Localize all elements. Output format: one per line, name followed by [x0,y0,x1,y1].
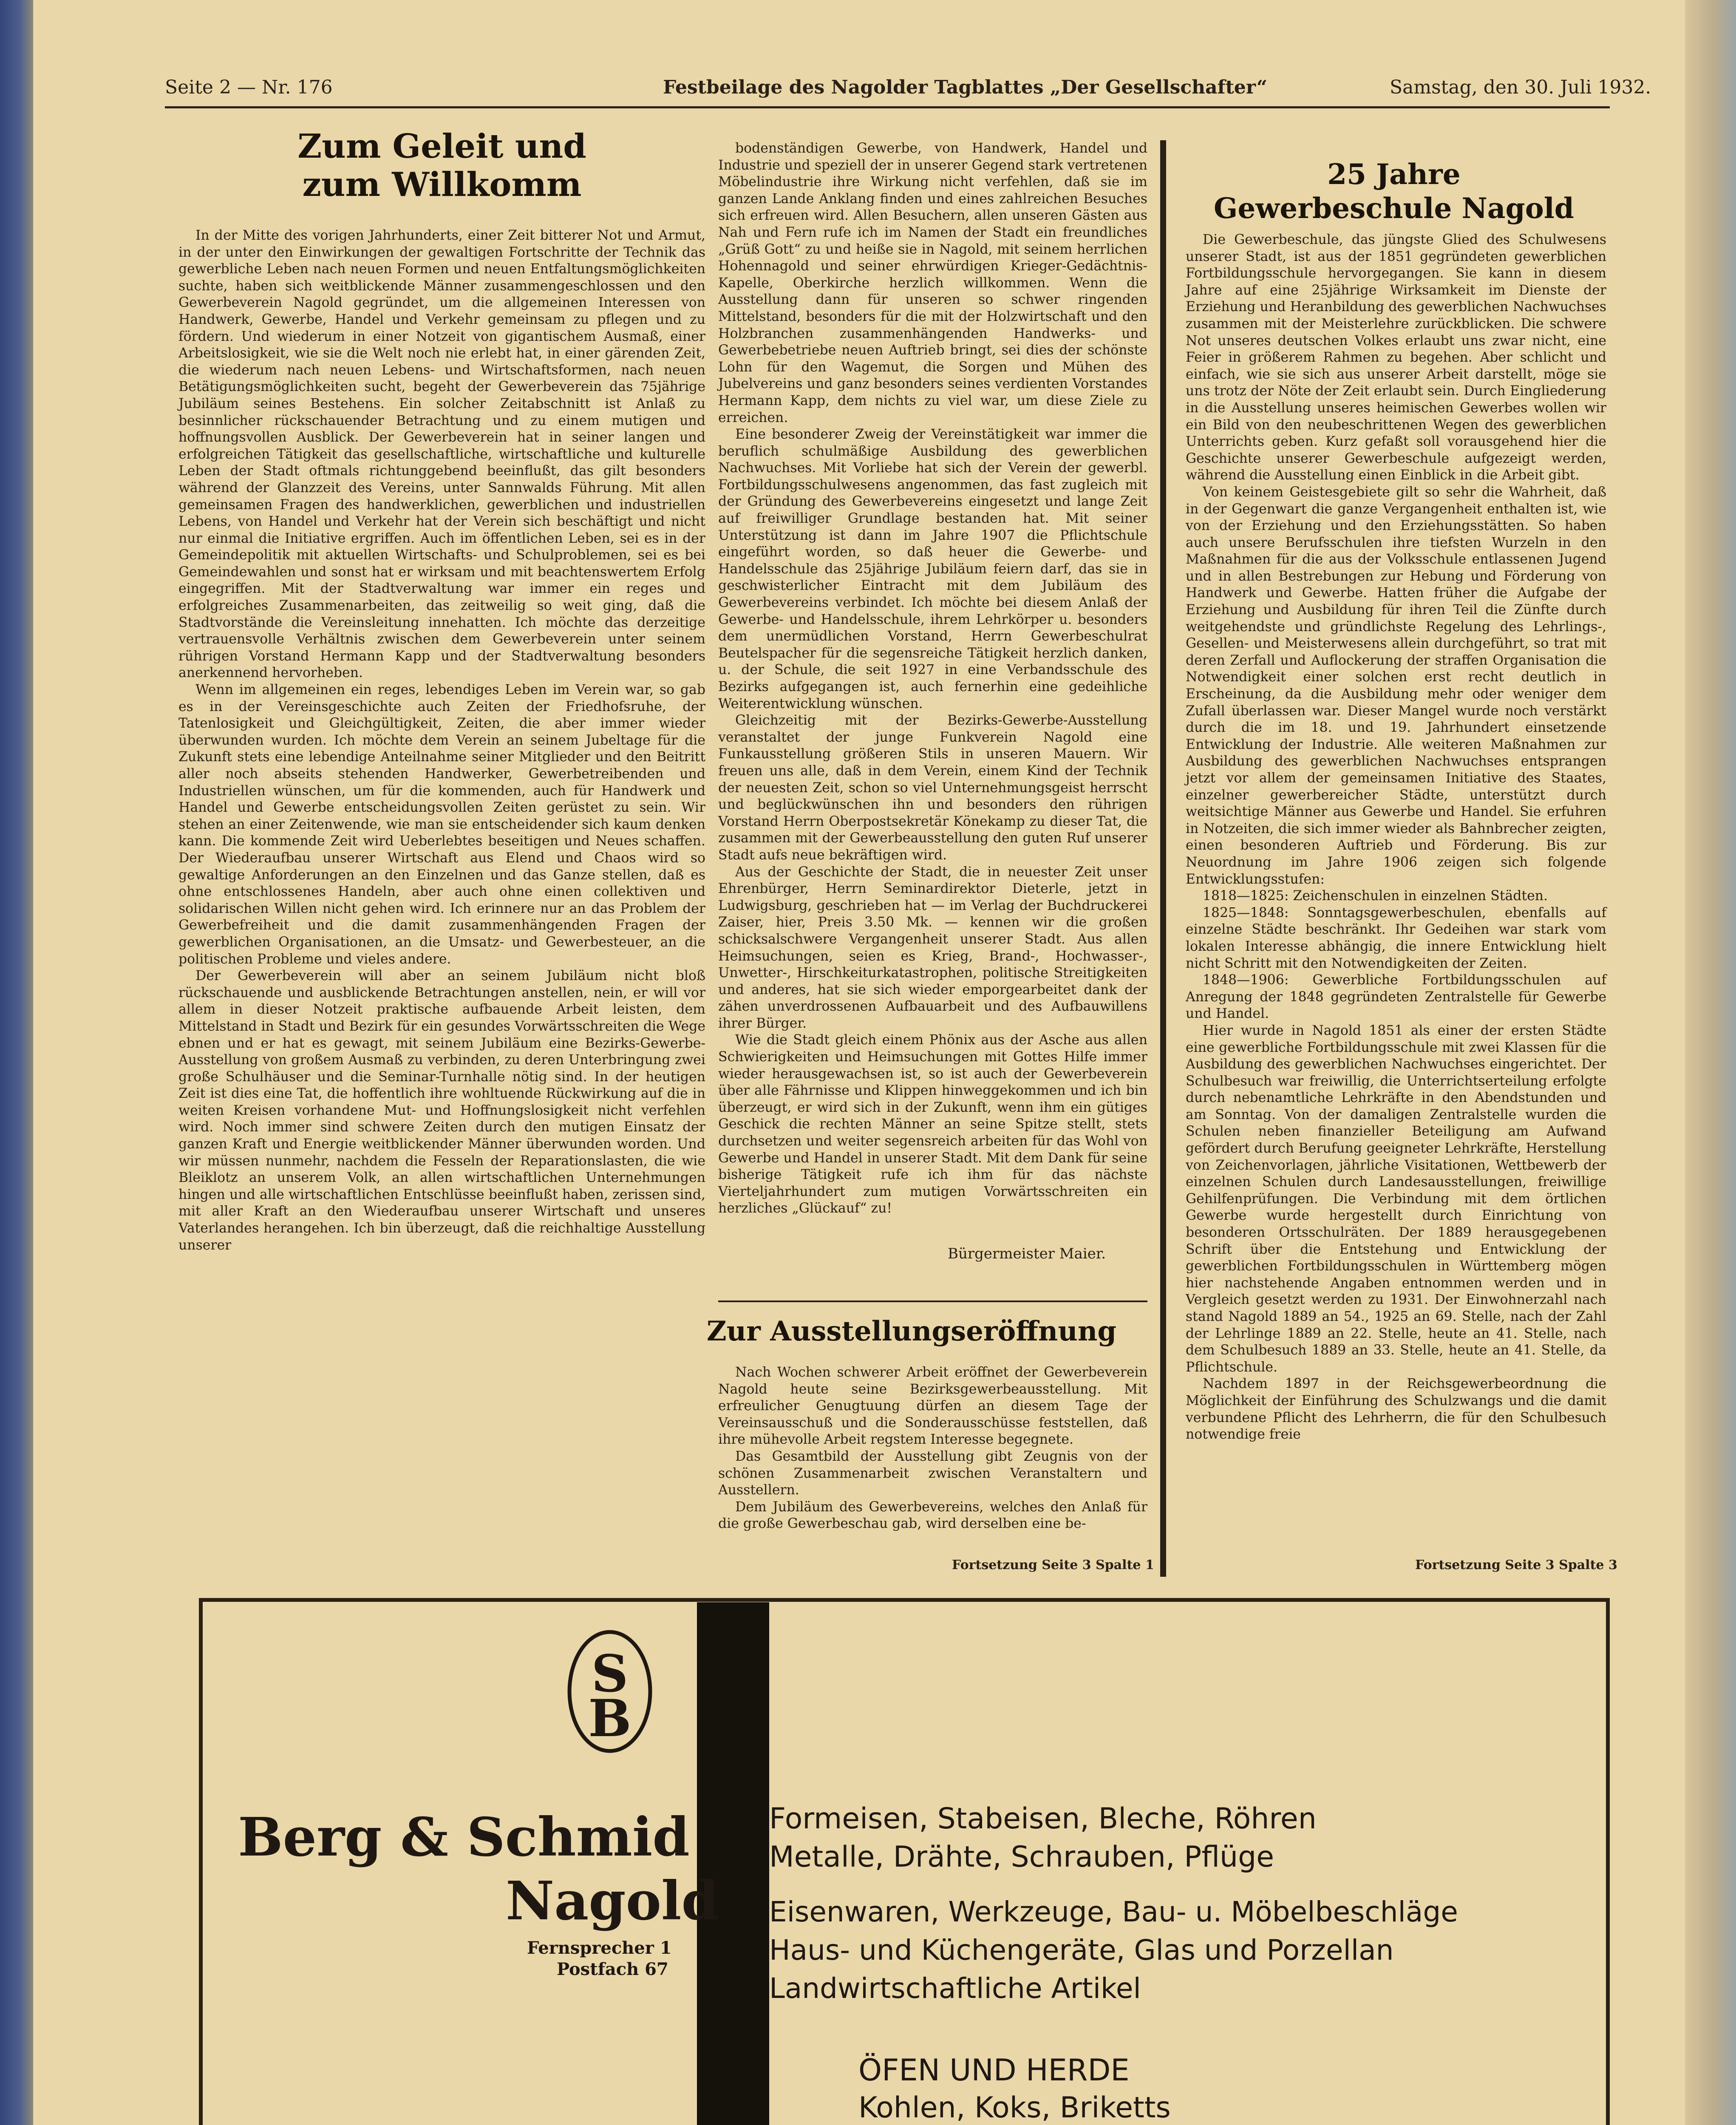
header-rule [165,106,1610,108]
article-title-ausstellung: Zur Ausstellungseröffnung [706,1315,1117,1347]
paragraph: Wenn im allgemeinen ein reges, lebendiges Leben im Verein war, so gab es in der Vereinsgeschichte auch Zeiten der Friedhofsruhe, der Tatenlosigkeit und Gleichgültigkeit, Zeiten, die aber immer wieder überwunden wurden. Ich möchte dem Verein an seinem Jubeltage für die Zukunft stets eine lebendige Anteilnahme seiner Mitglieder und den Beitritt aller noch abseits stehenden Handwerker, Gewerbetreibenden und Industriellen wünschen, um für die kommenden, auch für Handwerk und Handel und Gewerbe entscheidungsvollen Zeiten gerüstet zu sein. Wir stehen an einer Zeitenwende, wie man sie entscheidender sich kaum denken kann. Die kommende Zeit wird Ueberlebtes beseitigen und Neues schaffen. Der Wiederaufbau unserer Wirtschaft aus Elend und Chaos wird so gewaltige Anforderungen an den Einzelnen und das Ganze stellen, daß es ohne entschlossenes Handeln, aber auch ohne einen collektiven und solidarischen Willen nicht gehen wird. Ich erinnere nur an das Problem der Gewerbefreiheit und die damit zusammenhängenden Fragen der gewerblichen Organisationen, an die Umsatz- und Gewerbesteuer, an die politischen Probleme und vieles andere. [178,682,705,967]
issue-date: Samstag, den 30. Juli 1932. [1390,76,1651,98]
paragraph: Hier wurde in Nagold 1851 als einer der ersten Städte eine gewerbliche Fortbildungsschule mit zwei Klassen für die Ausbildung des gewerblichen Nachwuchses eingerichtet. Der Schulbesuch war freiwillig, die Unterrichtserteilung erfolgte durch nebenamtliche Lehrkräfte in den Abendstunden und am Sonntag. Von der damaligen Zentralstelle wurden die Schulen neben finanzieller Beteiligung am Aufwand gefördert durch Berufung geeigneter Lehrkräfte, Herstellung von Zeichenvorlagen, jährliche Visitationen, Wettbewerb der einzelnen Schulen durch Landesausstellungen, freiwillige Gehilfenprüfungen. Die Verbindung mit dem örtlichen Gewerbe wurde hergestellt durch Einrichtung von besonderen Ortsschulräten. Der 1889 herausgegebenen Schrift über die Entstehung und Entwicklung der gewerblichen Fortbildungsschulen in Württemberg mögen hier nachstehende Angaben entnommen werden und in Vergleich gesetzt werden zu 1931. Der Einwohnerzahl nach stand Nagold 1889 an 54., 1925 an 69. Stelle, nach der Zahl der Lehrlinge 1889 an 22. Stelle, heute an 41. Stelle, nach dem Schulbesuch 1889 an 33. Stelle, heute an 41. Stelle, da Pflichtschule. [1186,1023,1606,1375]
product-line: Eisenwaren, Werkzeuge, Bau- u. Möbelbeschläge [769,1896,1458,1928]
title-line: Gewerbeschule Nagold [1214,192,1574,225]
product-line: ÖFEN UND HERDE [858,2053,1130,2088]
paragraph: Aus der Geschichte der Stadt, die in neuester Zeit unser Ehrenbürger, Herrn Seminardirektor Dieterle, jetzt in Ludwigsburg, geschrieben hat — im Verlag der Buchdruckerei Zaiser, hier, Preis 3.50 Mk. — kennen wir die großen schicksalschwere Vergangenheit unserer Stadt. Aus allen Heimsuchungen, seien es Krieg, Brand-, Hochwasser-, Unwetter-, Hirschkeiturkatastrophen, politische Streitigkeiten und anderes, hat sie sich wieder emporgearbeitet dank der zähen unverdrossenen Aufbauarbeit und des Aufbauwillens ihrer Bürger. [718,864,1147,1031]
product-line: Haus- und Küchengeräte, Glas und Porzellan [769,1934,1394,1966]
article-title-geleit [178,128,705,204]
column-rule [718,1300,1147,1302]
paragraph: Eine besonderer Zweig der Vereinstätigkeit war immer die beruflich schulmäßige Ausbildung des gewerblichen Nachwuchses. Mit Vorliebe hat sich der Verein der gewerbl. Fortbildungsschulwesens angenommen, das fast zugleich mit der Gründung des Gewerbevereins eingesetzt und lange Zeit auf freiwilliger Grundlage bestanden hat. Mit seiner Unterstützung ist dann im Jahre 1907 die Pflichtschule eingeführt worden, so daß heuer die Gewerbe- und Handelsschule das 25jährige Jubiläum feiern darf, das sie in geschwisterlicher Eintracht mit dem Jubiläum des Gewerbevereins verbindet. Ich möchte bei diesem Anlaß der Gewerbe- und Handelsschule, ihrem Lehrkörper u. besonders dem unermüdlichen Vorstand, Herrn Gewerbeschulrat Beutelspacher für die segensreiche Tätigkeit herzlich danken, u. der Schule, die seit 1927 in eine Verbandsschule des Bezirks aufgegangen ist, auch fernerhin eine gedeihliche Weiterentwicklung wünschen. [718,427,1147,711]
company-logo [565,1628,654,1755]
continuation-note: Fortsetzung Seite 3 Spalte 3 [1415,1558,1617,1572]
title-line: zum Willkomm [302,165,582,204]
paragraph: Nachdem 1897 in der Reichsgewerbeordnung die Möglichkeit der Einführung des Schulzwangs und die damit verbundene Pflicht des Lehrherrn, die für den Schulbesuch notwendige freie [1186,1376,1606,1442]
paragraph: 1848—1906: Gewerbliche Fortbildungsschulen auf Anregung der 1848 gegründeten Zentralstelle für Gewerbe und Handel. [1186,972,1606,1022]
paragraph: Die Gewerbeschule, das jüngste Glied des Schulwesens unserer Stadt, ist aus der 1851 gegründeten gewerblichen Fortbildungsschule hervorgegangen. Sie kann in diesem Jahre auf eine 25jährige Wirksamkeit im Dienste der Erziehung und Heranbildung des gewerblichen Nachwuchses zusammen mit der Meisterlehre zurückblicken. Die schwere Not unseres deutschen Volkes erlaubt uns zwar nicht, eine Feier in größerem Rahmen zu begehen. Aber schlicht und einfach, wie sie sich aus unserer Arbeit darstellt, möge sie uns trotz der Nöte der Zeit erlaubt sein. Durch Eingliederung in die Ausstellung unseres heimischen Gewerbes wollen wir ein Bild von den neubeschrittenen Wegen des gewerblichen Unterrichts geben. Kurz gefaßt soll vorausgehend hier die Geschichte unserer Gewerbeschule aufgezeigt werden, während die Ausstellung einen Einblick in die Arbeit gibt. [1186,232,1606,483]
supplement-title: Festbeilage des Nagolder Tagblattes „Der Gesellschafter“ [663,76,1268,98]
article-column-1 [178,227,705,1583]
product-line: Kohlen, Koks, Briketts [858,2091,1171,2125]
company-name: Berg & Schmid [238,1806,690,1868]
title-line: 25 Jahre [1327,158,1461,191]
article-column-3 [718,1364,1147,1551]
logo-letter-s: S [591,1644,629,1704]
binding-spine [0,0,33,2125]
paragraph: 1818—1825: Zeichenschulen in einzelnen Städten. [1203,888,1548,904]
po-box-line: Postfach 67 [557,1959,668,1979]
paragraph: Das Gesamtbild der Ausstellung gibt Zeugnis von der schönen Zusammenarbeit zwischen Veranstaltern und Ausstellern. [718,1448,1147,1498]
article-title-gewerbeschule [1181,157,1606,225]
paragraph: Gleichzeitig mit der Bezirks-Gewerbe-Ausstellung veranstaltet der junge Funkverein Nagold eine Funkausstellung größeren Stils in unseren Mauern. Wir freuen uns alle, daß in dem Verein, einem Kind der Technik der neuesten Zeit, schon so viel Unternehmungsgeist herrscht und beglückwünschen ihn und besonders den rührigen Vorstand Herrn Oberpostsekretär Könekamp zu dieser Tat, die zusammen mit der Gewerbeausstellung den guten Ruf unserer Stadt aufs neue bekräftigen wird. [718,713,1147,863]
logo-letter-b: B [588,1689,632,1748]
column-divider [1160,140,1166,1577]
continuation-note: Fortsetzung Seite 3 Spalte 1 [952,1558,1154,1572]
article-signature: Bürgermeister Maier. [948,1245,1106,1262]
article-column-4 [1186,232,1606,1553]
advertisement-black-bar [697,1602,769,2125]
phone-line: Fernsprecher 1 [527,1938,672,1958]
paragraph: Von keinem Geistesgebiete gilt so sehr die Wahrheit, daß in der Gegenwart die ganze Vergangenheit enthalten ist, wie von der Erziehung und den Erziehungsstätten. So haben auch unsere Berufsschulen ihre tiefsten Wurzeln in den Maßnahmen für die aus der Volksschule entlassenen Jugend und in allen Bestrebungen zur Hebung und Förderung von Handwerk und Gewerbe. Hatten früher die Aufgabe der Erziehung und Ausbildung für ihren Teil die Zünfte durch weitgehendste und gründlichste Regelung des Lehrlings-, Gesellen- und Meisterwesens allein durchgeführt, so trat mit deren Zerfall und Auflockerung der straffen Organisation die Notwendigkeit einer solchen erst recht deutlich in Erscheinung, da die Ausbildung mehr oder weniger dem Zufall überlassen war. Dieser Mangel wurde noch verstärkt durch die im 18. und 19. Jahrhundert einsetzende Entwicklung der Industrie. Alle weiteren Maßnahmen zur Ausbildung des gewerblichen Nachwuchses entsprangen jetzt vor allem der gemeinsamen Initiative des Staates, einzelner gewerbereicher Städte, unterstützt durch weitsichtige Männer aus Gewerbe und Handel. Sie erfuhren in Notzeiten, die sich immer wieder als Bahnbrecher zeigten, einen besonderen Auftrieb und Förderung. Bis zur Neuordnung im Jahre 1906 zeigen sich folgende Entwicklungsstufen: [1186,484,1606,887]
paragraph: Nach Wochen schwerer Arbeit eröffnet der Gewerbeverein Nagold heute seine Bezirksgewerbeausstellung. Mit erfreulicher Genugtuung dürfen an diesem Tage der Vereinsausschuß und die Sonderausschüsse feststellen, daß ihre mühevolle Arbeit regstem Interesse begegnete. [718,1365,1147,1448]
product-line: Formeisen, Stabeisen, Bleche, Röhren [769,1802,1317,1836]
page-number: Seite 2 — Nr. 176 [165,76,333,98]
paragraph: Der Gewerbeverein will aber an seinem Jubiläum nicht bloß rückschauende und ausblickende Betrachtungen anstellen, nein, er will vor allem in dieser Notzeit praktische aufbauende Arbeit leisten, dem Mittelstand in Stadt und Bezirk für ein gesundes Vorwärtsschreiten die Wege ebnen und er hat es gewagt, mit seinem Jubiläum eine Bezirks-Gewerbe-Ausstellung von großem Ausmaß zu verbinden, zu deren Unterbringung zwei große Schulhäuser und die Seminar-Turnhalle nötig sind. In der heutigen Zeit ist dies eine Tat, die hoffentlich ihre wohltuende Rückwirkung auf die in weiten Kreisen vorhandene Mut- und Hoffnungslosigkeit nicht verfehlen wird. Noch immer sind schwere Zeiten durch den mutigen Einsatz der ganzen Kraft und Energie weitblickender Männer überwunden worden. Und wir müssen nunmehr, nachdem die Fesseln der Reparationslasten, die wie Bleiklotz an unserem Volk, an allen wirtschaftlichen Unternehmungen hingen und alle wirtschaftlichen Entschlüsse beeinflußt haben, zerissen sind, mit aller Kraft an den Wiederaufbau unserer Wirtschaft und unseres Vaterlandes herangehen. Ich bin überzeugt, daß die reichhaltige Ausstellung unserer [178,968,705,1253]
company-town: Nagold [506,1870,719,1932]
product-line: Landwirtschaftliche Artikel [769,1972,1141,2005]
paragraph: Dem Jubiläum des Gewerbevereins, welches den Anlaß für die große Gewerbeschau gab, wird derselben eine be- [718,1499,1147,1532]
product-line: Metalle, Drähte, Schrauben, Pflüge [769,1840,1274,1874]
article-column-2 [718,140,1147,1254]
paragraph: bodenständigen Gewerbe, von Handwerk, Handel und Industrie und speziell der in unserer Gegend stark vertretenen Möbelindustrie ihre Wirkung nicht verfehlen, daß sie im ganzen Lande Anklang finden und eines zahlreichen Besuches sich erfreuen wird. Allen Besuchern, allen unseren Gästen aus Nah und Fern rufe ich im Namen der Stadt ein freundliches „Grüß Gott“ zu und heiße sie in Nagold, mit seinem herrlichen Hohennagold und seiner ehrwürdigen Krieger-Gedächtnis-Kapelle, Oberkirche herzlich willkommen. Wenn die Ausstellung dann für unseren so schwer ringenden Mittelstand, besonders für die mit der Holzwirtschaft und den Holzbranchen zusammenhängenden Handwerks- und Gewerbebetriebe neuen Auftrieb bringt, sei dies der schönste Lohn für den Wagemut, die Sorgen und Mühen des Jubelvereins und ganz besonders seines verdienten Vorstandes Hermann Kapp, dem nichts zu viel war, um diese Ziele zu erreichen. [718,141,1147,425]
page-edge [1685,0,1736,2125]
title-line: Zum Geleit und [297,127,586,166]
paragraph: 1825—1848: Sonntagsgewerbeschulen, ebenfalls auf einzelne Städte beschränkt. Ihr Gedeihen war stark vom lokalen Interesse abhängig, die innere Entwicklung hielt nicht Schritt mit den Notwendigkeiten der Zeiten. [1186,905,1606,971]
paragraph: Wie die Stadt gleich einem Phönix aus der Asche aus allen Schwierigkeiten und Heimsuchungen mit Gottes Hilfe immer wieder herausgewachsen ist, so ist auch der Gewerbeverein über alle Fährnisse und Klippen hinweggekommen und ich bin überzeugt, er wird sich in der Zukunft, wenn ihm ein gütiges Geschick die rechten Männer an seine Spitze stellt, stets durchsetzen und weiter segensreich arbeiten für das Wohl von Gewerbe und Handel in unserer Stadt. Mit dem Dank für seine bisherige Tätigkeit rufe ich ihm für das nächste Vierteljahrhundert zum mutigen Vorwärtsschreiten ein herzliches „Glückauf“ zu! [718,1032,1147,1216]
paragraph: In der Mitte des vorigen Jahrhunderts, einer Zeit bitterer Not und Armut, in der unter den Einwirkungen der gewaltigen Fortschritte der Technik das gewerbliche Leben nach neuen Formen und neuen Entfaltungsmöglichkeiten suchte, haben sich weitblickende Männer zusammengeschlossen und den Gewerbeverein Nagold gegründet, um die allgemeinen Interessen von Handwerk, Gewerbe, Handel und Verkehr gemeinsam zu pflegen und zu fördern. Und wiederum in einer Notzeit von gigantischem Ausmaß, einer Arbeitslosigkeit, wie sie die Welt noch nie erlebt hat, in einer gärenden Zeit, die wiederum nach neuen Lebens- und Wirtschaftsformen, nach neuen Betätigungsmöglichkeiten sucht, begeht der Gewerbeverein das 75jährige Jubiläum seines Bestehens. Ein solcher Zeitabschnitt ist Anlaß zu besinnlicher rückschauender Betrachtung und zu einem mutigen und hoffnungsvollen Ausblick. Der Gewerbeverein hat in seiner langen und erfolgreichen Tätigkeit das gesellschaftliche, wirtschaftliche und kulturelle Leben der Stadt oftmals richtunggebend beeinflußt, das gilt besonders während der Glanzzeit des Vereins, unter Sannwalds Führung. Mit allen gemeinsamen Fragen des handwerklichen, gewerblichen und industriellen Lebens, von Handel und Verkehr hat der Verein sich beschäftigt und nicht nur einmal die Initiative ergriffen. Auch im öffentlichen Leben, sei es in der Gemeindepolitik mit aktuellen Wirtschafts- und Schulproblemen, sei es bei Gemeindewahlen und sonst hat er wirksam und mit beachtenswertem Erfolg eingegriffen. Mit der Stadtverwaltung war immer ein reges und erfolgreiches Zusammenarbeiten, das zeitweilig so weit ging, daß die Stadtvorstände die Vereinsleitung innehatten. Ich möchte das derzeitige vertrauensvolle Verhältnis zwischen dem Gewerbeverein unter seinem rührigen Vorstand Hermann Kapp und der Stadtverwaltung besonders anerkennend hervorheben. [178,228,705,681]
